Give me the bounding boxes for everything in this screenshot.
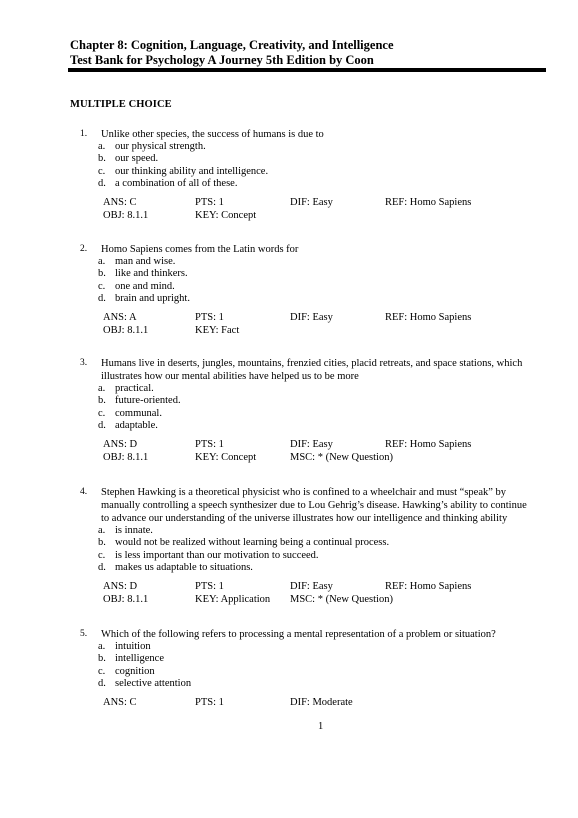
answer-option — [80, 166, 540, 178]
option-letter: c. — [98, 280, 106, 292]
question-number: 5. — [80, 629, 88, 639]
option-letter: d. — [98, 177, 106, 189]
question-text: Stephen Hawking is a theoretical physicist who is confined to a wheelchair and must “speak” by — [101, 487, 507, 498]
option-letter: b. — [98, 537, 106, 549]
question-text-line — [80, 512, 540, 525]
question-text-line — [80, 357, 540, 370]
question-text: illustrates how our mental abilities have helped us to be more — [101, 371, 359, 382]
answer-option — [80, 666, 540, 678]
answer-key: ANS: D — [103, 581, 138, 593]
answer-option — [80, 420, 540, 432]
answer-option — [80, 641, 540, 653]
answer-option — [80, 550, 540, 562]
question-number: 2. — [80, 244, 88, 254]
answer-key: OBJ: 8.1.1 — [103, 325, 149, 337]
question-text-line — [80, 128, 540, 141]
answer-option — [80, 293, 540, 305]
question-text: Homo Sapiens comes from the Latin words for — [101, 244, 299, 255]
question-number: 1. — [80, 129, 88, 139]
question-number: 3. — [80, 358, 88, 368]
option-letter: c. — [98, 407, 106, 419]
question-text-line — [80, 486, 540, 499]
option-text: intelligence — [115, 653, 164, 665]
option-text: a combination of all of these. — [115, 177, 238, 189]
answer-key: OBJ: 8.1.1 — [103, 210, 149, 222]
difficulty-or-misc: DIF: Easy — [290, 581, 333, 593]
answer-option — [80, 141, 540, 153]
option-text: selective attention — [115, 677, 192, 689]
option-letter: d. — [98, 292, 106, 304]
answer-key: ANS: C — [103, 197, 137, 209]
option-text: cognition — [115, 665, 155, 677]
question-4 — [80, 486, 540, 606]
reference: REF: Homo Sapiens — [385, 439, 472, 451]
question-number: 4. — [80, 487, 88, 497]
question-text: Which of the following refers to processing a mental representation of a problem or situation? — [101, 629, 496, 640]
question-text-line — [80, 370, 540, 383]
difficulty-or-misc: MSC: * (New Question) — [290, 452, 393, 464]
difficulty-or-misc: DIF: Easy — [290, 197, 333, 209]
option-letter: b. — [98, 268, 106, 280]
difficulty-or-misc: DIF: Easy — [290, 439, 333, 451]
option-text: would not be realized without learning being a continual process. — [115, 537, 390, 549]
option-letter: c. — [98, 665, 106, 677]
answer-option — [80, 383, 540, 395]
answer-meta-row — [80, 696, 540, 709]
points-or-key: PTS: 1 — [195, 581, 224, 593]
section-title: MULTIPLE CHOICE — [70, 99, 172, 110]
points-or-key: KEY: Concept — [195, 210, 257, 222]
reference: REF: Homo Sapiens — [385, 312, 472, 324]
option-letter: c. — [98, 549, 106, 561]
option-letter: d. — [98, 561, 106, 573]
points-or-key: PTS: 1 — [195, 312, 224, 324]
option-letter: b. — [98, 153, 106, 165]
option-text: brain and upright. — [115, 292, 190, 304]
option-text: makes us adaptable to situations. — [115, 561, 253, 573]
option-text: man and wise. — [115, 256, 176, 267]
answer-option — [80, 562, 540, 574]
answer-meta-row — [80, 324, 540, 337]
option-letter: b. — [98, 653, 106, 665]
option-text: is less important than our motivation to succeed. — [115, 549, 319, 561]
points-or-key: KEY: Concept — [195, 452, 257, 464]
option-letter: d. — [98, 419, 106, 431]
question-2 — [80, 243, 540, 337]
points-or-key: KEY: Application — [195, 594, 271, 606]
answer-option — [80, 178, 540, 190]
option-text: is innate. — [115, 525, 153, 536]
answer-key: ANS: D — [103, 439, 138, 451]
question-5 — [80, 628, 540, 709]
answer-option — [80, 256, 540, 268]
reference: REF: Homo Sapiens — [385, 581, 472, 593]
question-text: Unlike other species, the success of humans is due to — [101, 129, 324, 140]
header-rule — [68, 68, 546, 72]
reference: REF: Homo Sapiens — [385, 197, 472, 209]
option-text: our thinking ability and intelligence. — [115, 165, 269, 177]
chapter-title: Chapter 8: Cognition, Language, Creativity, and Intelligence — [70, 38, 394, 52]
test-bank-title: Test Bank for Psychology A Journey 5th Edition by Coon — [70, 53, 374, 67]
answer-option — [80, 281, 540, 293]
question-text-line — [80, 499, 540, 512]
option-letter: d. — [98, 677, 106, 689]
option-letter: a. — [98, 256, 106, 267]
question-text: manually controlling a speech synthesizer due to Lou Gehrig’s disease. Hawking’s ability to continue — [101, 500, 527, 511]
question-text-line — [80, 243, 540, 256]
option-letter: a. — [98, 383, 106, 394]
answer-option — [80, 268, 540, 280]
option-text: intuition — [115, 641, 151, 652]
question-3 — [80, 357, 540, 464]
option-text: practical. — [115, 383, 154, 394]
answer-option — [80, 653, 540, 665]
option-text: one and mind. — [115, 280, 175, 292]
page-number: 1 — [318, 721, 324, 732]
answer-meta-row — [80, 593, 540, 606]
answer-meta-row — [80, 196, 540, 209]
question-1 — [80, 128, 540, 222]
answer-option — [80, 408, 540, 420]
answer-meta-row — [80, 209, 540, 222]
answer-option — [80, 395, 540, 407]
option-letter: a. — [98, 525, 106, 536]
difficulty-or-misc: DIF: Easy — [290, 312, 333, 324]
option-text: adaptable. — [115, 419, 158, 431]
points-or-key: PTS: 1 — [195, 197, 224, 209]
points-or-key: PTS: 1 — [195, 439, 224, 451]
answer-option — [80, 153, 540, 165]
answer-option — [80, 678, 540, 690]
answer-key: OBJ: 8.1.1 — [103, 452, 149, 464]
points-or-key: PTS: 1 — [195, 697, 224, 709]
answer-option — [80, 525, 540, 537]
answer-key: OBJ: 8.1.1 — [103, 594, 149, 606]
answer-meta-row — [80, 438, 540, 451]
answer-meta-row — [80, 311, 540, 324]
points-or-key: KEY: Fact — [195, 325, 240, 337]
option-text: communal. — [115, 407, 162, 419]
answer-meta-row — [80, 580, 540, 593]
option-text: our physical strength. — [115, 141, 206, 152]
option-letter: b. — [98, 395, 106, 407]
difficulty-or-misc: MSC: * (New Question) — [290, 594, 393, 606]
question-text-line — [80, 628, 540, 641]
answer-key: ANS: A — [103, 312, 137, 324]
option-text: like and thinkers. — [115, 268, 188, 280]
option-letter: c. — [98, 165, 106, 177]
question-text: to advance our understanding of the universe illustrates how our intelligence and thinking ability — [101, 513, 508, 524]
difficulty-or-misc: DIF: Moderate — [290, 697, 353, 709]
option-letter: a. — [98, 141, 106, 152]
answer-meta-row — [80, 451, 540, 464]
option-text: our speed. — [115, 153, 159, 165]
option-text: future-oriented. — [115, 395, 181, 407]
option-letter: a. — [98, 641, 106, 652]
question-text: Humans live in deserts, jungles, mountains, frenzied cities, placid retreats, and space stations, which — [101, 358, 523, 369]
answer-key: ANS: C — [103, 697, 137, 709]
answer-option — [80, 537, 540, 549]
